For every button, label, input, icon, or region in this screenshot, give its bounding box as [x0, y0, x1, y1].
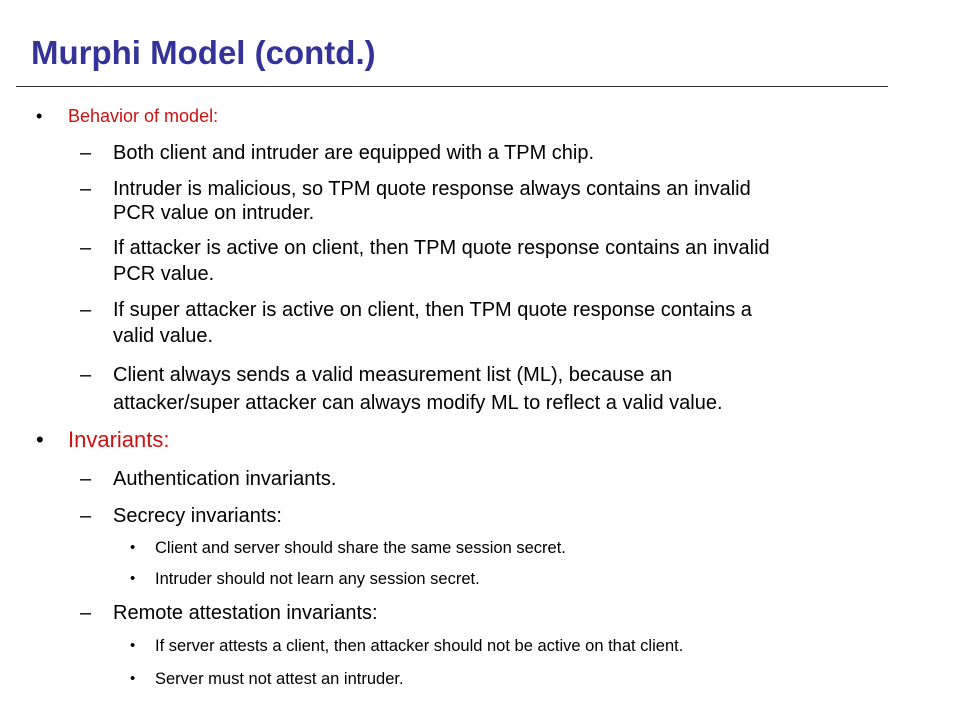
behavior-item-text: Client always sends a valid measurement list (ML), because an: [113, 364, 673, 386]
behavior-heading: Behavior of model:: [68, 106, 219, 126]
behavior-item-text: attacker/super attacker can always modify ML to reflect a valid value.: [113, 392, 723, 414]
dash-marker: –: [80, 468, 92, 490]
dash-marker: –: [80, 237, 92, 259]
dash-marker: –: [80, 505, 92, 527]
sub-bullet: •: [130, 570, 136, 587]
invariant-item-text: Authentication invariants.: [113, 468, 337, 490]
behavior-item-text: PCR value.: [113, 263, 215, 285]
dash-marker: –: [80, 178, 92, 200]
behavior-item-text: valid value.: [113, 325, 214, 347]
dash-marker: –: [80, 364, 92, 386]
invariant-item-text: Secrecy invariants:: [113, 505, 282, 527]
dash-marker: –: [80, 299, 92, 321]
sub-item-text: Intruder should not learn any session secret.: [155, 570, 480, 588]
behavior-item-text: If attacker is active on client, then TPM quote response contains an invalid: [113, 237, 770, 259]
behavior-item-text: Intruder is malicious, so TPM quote response always contains an invalid: [113, 178, 751, 200]
behavior-item-text: If super attacker is active on client, then TPM quote response contains a: [113, 299, 752, 321]
dash-marker: –: [80, 142, 92, 164]
invariant-item-text: Remote attestation invariants:: [113, 602, 378, 624]
sub-bullet: •: [130, 637, 136, 654]
sub-item-text: Server must not attest an intruder.: [155, 670, 404, 688]
slide-title: Murphi Model (contd.): [31, 34, 376, 71]
dash-marker: –: [80, 602, 92, 624]
invariants-heading: Invariants:: [68, 427, 170, 452]
bullet-behavior: •: [36, 106, 43, 126]
sub-bullet: •: [130, 539, 136, 556]
sub-item-text: Client and server should share the same session secret.: [155, 539, 566, 557]
behavior-item-text: Both client and intruder are equipped with a TPM chip.: [113, 142, 595, 164]
sub-bullet: •: [130, 670, 136, 687]
behavior-item-text: PCR value on intruder.: [113, 202, 315, 224]
sub-item-text: If server attests a client, then attacker should not be active on that client.: [155, 637, 684, 655]
title-divider: [16, 86, 888, 87]
bullet-invariants: •: [36, 427, 44, 452]
